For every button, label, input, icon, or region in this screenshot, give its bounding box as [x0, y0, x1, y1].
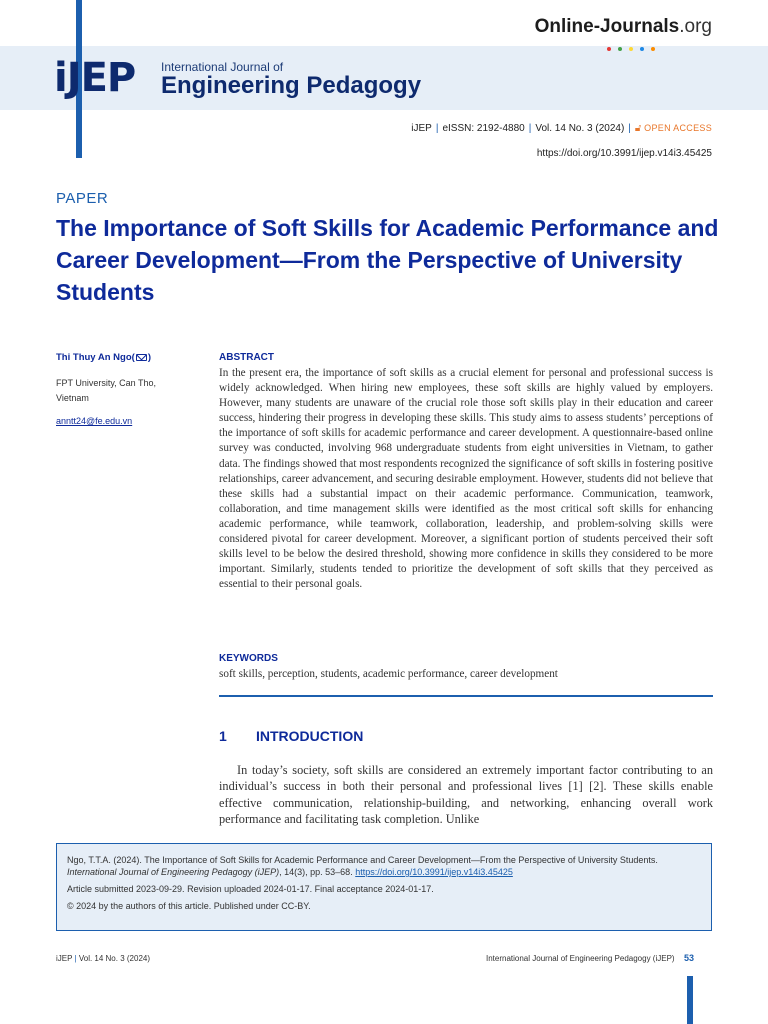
- intro-paragraph: In today’s society, soft skills are considered an extremely important factor contributing to an individual’s success in both their personal and professional lives [1] [2]. These skills enable effective communication, relationship-building, and networking, enhancing overall work performance and facilitating task completion. Unlike: [219, 763, 713, 827]
- publisher-brand[interactable]: Online-Journals.org: [534, 16, 712, 37]
- footer-left: iJEP | Vol. 14 No. 3 (2024): [56, 954, 150, 963]
- section-divider: [219, 695, 713, 697]
- brand-dot: [607, 47, 611, 51]
- citation-dates: Article submitted 2023-09-29. Revision uploaded 2024-01-17. Final acceptance 2024-01-17.: [67, 884, 434, 894]
- brand-dot: [640, 47, 644, 51]
- section-number: 1: [219, 728, 227, 744]
- brand-dot: [651, 47, 655, 51]
- brand-dot: [629, 47, 633, 51]
- author-affiliation: FPT University, Can Tho, Vietnam: [56, 378, 157, 403]
- section-title: INTRODUCTION: [256, 728, 364, 744]
- citation-box: [56, 843, 712, 931]
- article-type: PAPER: [56, 190, 109, 207]
- open-access-icon: 🔓︎: [634, 123, 642, 134]
- footer-journal: International Journal of Engineering Pedagogy (iJEP): [486, 954, 675, 963]
- citation-doi-link[interactable]: https://doi.org/10.3991/ijep.v14i3.45425: [355, 867, 513, 877]
- brand-dot: [618, 47, 622, 51]
- page-number: 53: [684, 953, 695, 963]
- journal-name-small: International Journal of: [161, 60, 284, 74]
- citation-reference: Ngo, T.T.A. (2024). The Importance of Soft Skills for Academic Performance and Career Development—From the Perspective of University Students. International Journal of Engineering Pedagogy (iJEP), 14(3), pp. 53–68. https://doi.org/10.3991/ijep.v14i3.45425: [67, 855, 658, 877]
- issue-meta: iJEP | eISSN: 2192-4880 | Vol. 14 No. 3 (2024) | 🔓︎ OPEN ACCESS: [411, 123, 712, 134]
- article-title: The Importance of Soft Skills for Academic Performance and Career Development—From the Perspective of University Students: [56, 215, 719, 305]
- keywords-heading: KEYWORDS: [219, 653, 278, 664]
- citation-license: © 2024 by the authors of this article. Published under CC-BY.: [67, 901, 311, 911]
- abstract-text: In the present era, the importance of soft skills as a crucial element for personal and professional success is widely acknowledged. When hiring new employees, these soft skills are highly valued by employers. However, many students are unaware of the crucial role those soft skills play in their education and career success, hindering their progress in developing these skills. This study aims to assess students’ perceptions of the importance of soft skills for academic performance and career development. A questionnaire-based online survey was conducted, involving 968 undergraduate students from eight universities in Vietnam, to gather data. The findings showed that most respondents recognized the significance of soft skills in fostering positive relationships, career advancement, and securing desirable employment. However, students did not believe that these skills had a substantial impact on their academic performance. Communication, teamwork, collaboration, and time management skills were identified as the most critical soft skills for enhancing academic performance, while teamwork, collaboration, leadership, and problem-solving skills were considered pivotal for career development. Moreover, a significant portion of students perceived their soft skills level to be below the desired threshold, showing more confidence in skills they considered to be more important. Similarly, students tended to prioritize the development of soft skills that they perceived as essential to their personal goals.: [219, 367, 713, 591]
- journal-logo: iJEP: [54, 55, 136, 101]
- journal-name: Engineering Pedagogy: [161, 72, 422, 99]
- keywords-text: soft skills, perception, students, academic performance, career development: [219, 668, 558, 680]
- brand-dots: [607, 38, 677, 42]
- author-email[interactable]: anntt24@fe.edu.vn: [56, 416, 133, 426]
- email-icon: [136, 354, 147, 361]
- doi-link[interactable]: https://doi.org/10.3991/ijep.v14i3.45425: [536, 148, 712, 159]
- accent-bar-bottom: [687, 976, 693, 1024]
- abstract-heading: ABSTRACT: [219, 352, 274, 363]
- author-name: Thi Thuy An Ngo( ): [56, 352, 151, 363]
